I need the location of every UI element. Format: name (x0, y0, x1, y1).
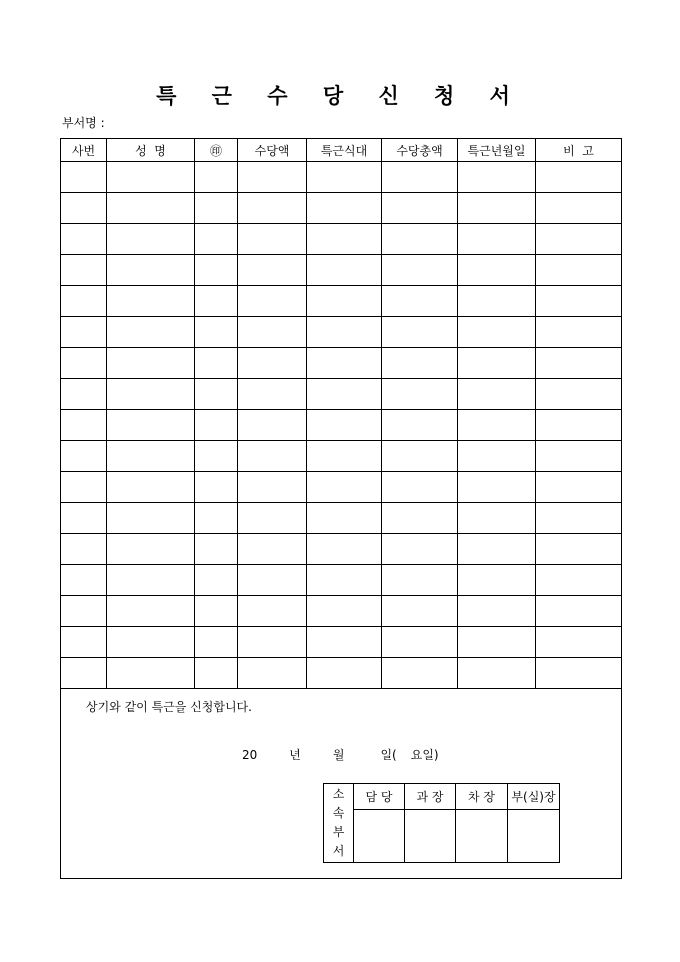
seal-cell[interactable] (195, 348, 238, 379)
name-cell[interactable] (107, 193, 195, 224)
allowance-cell[interactable] (238, 255, 307, 286)
approval-side-label (324, 784, 354, 863)
name-cell[interactable] (107, 441, 195, 472)
table-row (61, 224, 622, 255)
seal-cell[interactable] (195, 162, 238, 193)
total-allowance-cell[interactable] (382, 162, 458, 193)
overtime-date-cell[interactable] (458, 286, 536, 317)
meal-cost-cell[interactable] (307, 627, 382, 658)
table-row (61, 596, 622, 627)
allowance-cell[interactable] (238, 596, 307, 627)
side-char: 부 (332, 825, 345, 839)
employee-id-cell[interactable] (61, 627, 107, 658)
meal-cost-cell[interactable] (307, 658, 382, 689)
total-allowance-cell[interactable] (382, 441, 458, 472)
approval-table (323, 783, 560, 863)
approval-sign-deputy[interactable] (456, 810, 508, 863)
meal-cost-cell[interactable] (307, 348, 382, 379)
overtime-date-cell[interactable] (458, 193, 536, 224)
table-row (61, 627, 622, 658)
meal-cost-cell[interactable] (307, 441, 382, 472)
employee-id-cell[interactable] (61, 348, 107, 379)
approval-header-staff: 담 당 (354, 784, 405, 810)
request-statement: 상기와 같이 특근을 신청합니다. (86, 700, 252, 714)
name-cell[interactable] (107, 224, 195, 255)
total-allowance-cell[interactable] (382, 596, 458, 627)
remarks-cell[interactable] (536, 503, 622, 534)
allowance-cell[interactable] (238, 286, 307, 317)
employee-id-cell[interactable] (61, 658, 107, 689)
allowance-cell[interactable] (238, 379, 307, 410)
header-total-allowance: 수당총액 (382, 139, 458, 162)
seal-cell[interactable] (195, 534, 238, 565)
date-month: 월 (332, 748, 345, 762)
seal-cell[interactable] (195, 627, 238, 658)
employee-id-cell[interactable] (61, 255, 107, 286)
remarks-cell[interactable] (536, 658, 622, 689)
overtime-table (60, 138, 622, 689)
name-cell[interactable] (107, 565, 195, 596)
header-allowance: 수당액 (238, 139, 307, 162)
table-row (61, 379, 622, 410)
table-row (61, 503, 622, 534)
approval-sign-section-chief[interactable] (405, 810, 456, 863)
approval-header-director: 부(실)장 (508, 784, 560, 810)
remarks-cell[interactable] (536, 596, 622, 627)
seal-cell[interactable] (195, 658, 238, 689)
remarks-cell[interactable] (536, 472, 622, 503)
seal-cell[interactable] (195, 193, 238, 224)
header-seal: ㊞ (195, 139, 238, 162)
header-employee-id: 사번 (61, 139, 107, 162)
table-row (61, 565, 622, 596)
total-allowance-cell[interactable] (382, 286, 458, 317)
side-char: 속 (332, 806, 345, 820)
overtime-date-cell[interactable] (458, 627, 536, 658)
remarks-cell[interactable] (536, 224, 622, 255)
remarks-cell[interactable] (536, 162, 622, 193)
name-cell[interactable] (107, 317, 195, 348)
table-row (61, 162, 622, 193)
remarks-cell[interactable] (536, 193, 622, 224)
table-row (61, 193, 622, 224)
department-label: 부서명 : (62, 116, 105, 130)
remarks-cell[interactable] (536, 286, 622, 317)
remarks-cell[interactable] (536, 348, 622, 379)
total-allowance-cell[interactable] (382, 348, 458, 379)
seal-cell[interactable] (195, 379, 238, 410)
total-allowance-cell[interactable] (382, 410, 458, 441)
header-meal-cost: 특근식대 (307, 139, 382, 162)
meal-cost-cell[interactable] (307, 193, 382, 224)
date-weekday: 요일) (410, 748, 439, 762)
employee-id-cell[interactable] (61, 441, 107, 472)
allowance-cell[interactable] (238, 503, 307, 534)
meal-cost-cell[interactable] (307, 534, 382, 565)
employee-id-cell[interactable] (61, 224, 107, 255)
table-row (61, 348, 622, 379)
approval-header-deputy: 차 장 (456, 784, 508, 810)
remarks-cell[interactable] (536, 627, 622, 658)
seal-cell[interactable] (195, 565, 238, 596)
table-row (61, 472, 622, 503)
table-row (61, 255, 622, 286)
overtime-date-cell[interactable] (458, 348, 536, 379)
employee-id-cell[interactable] (61, 565, 107, 596)
name-cell[interactable] (107, 472, 195, 503)
remarks-cell[interactable] (536, 534, 622, 565)
meal-cost-cell[interactable] (307, 286, 382, 317)
overtime-date-cell[interactable] (458, 317, 536, 348)
header-overtime-date: 특근년월일 (458, 139, 536, 162)
side-char: 소 (332, 787, 345, 801)
total-allowance-cell[interactable] (382, 472, 458, 503)
side-char: 서 (332, 844, 345, 858)
table-row (61, 658, 622, 689)
table-row (61, 410, 622, 441)
overtime-date-cell[interactable] (458, 379, 536, 410)
date-prefix: 20 (242, 748, 258, 762)
table-row (61, 317, 622, 348)
overtime-date-cell[interactable] (458, 503, 536, 534)
name-cell[interactable] (107, 348, 195, 379)
seal-cell[interactable] (195, 410, 238, 441)
total-allowance-cell[interactable] (382, 503, 458, 534)
total-allowance-cell[interactable] (382, 317, 458, 348)
name-cell[interactable] (107, 658, 195, 689)
allowance-cell[interactable] (238, 441, 307, 472)
total-allowance-cell[interactable] (382, 379, 458, 410)
remarks-cell[interactable] (536, 379, 622, 410)
overtime-date-cell[interactable] (458, 255, 536, 286)
allowance-cell[interactable] (238, 534, 307, 565)
seal-cell[interactable] (195, 472, 238, 503)
meal-cost-cell[interactable] (307, 317, 382, 348)
date-line (242, 746, 439, 763)
name-cell[interactable] (107, 596, 195, 627)
total-allowance-cell[interactable] (382, 565, 458, 596)
employee-id-cell[interactable] (61, 193, 107, 224)
allowance-cell[interactable] (238, 162, 307, 193)
header-name: 성 명 (107, 139, 195, 162)
approval-header-section-chief: 과 장 (405, 784, 456, 810)
meal-cost-cell[interactable] (307, 503, 382, 534)
allowance-cell[interactable] (238, 193, 307, 224)
name-cell[interactable] (107, 286, 195, 317)
remarks-cell[interactable] (536, 255, 622, 286)
overtime-date-cell[interactable] (458, 534, 536, 565)
approval-sign-director[interactable] (508, 810, 560, 863)
meal-cost-cell[interactable] (307, 472, 382, 503)
overtime-date-cell[interactable] (458, 596, 536, 627)
employee-id-cell[interactable] (61, 410, 107, 441)
date-day: 일( (380, 748, 397, 762)
employee-id-cell[interactable] (61, 534, 107, 565)
overtime-date-cell[interactable] (458, 565, 536, 596)
allowance-cell[interactable] (238, 565, 307, 596)
employee-id-cell[interactable] (61, 317, 107, 348)
total-allowance-cell[interactable] (382, 224, 458, 255)
seal-cell[interactable] (195, 255, 238, 286)
meal-cost-cell[interactable] (307, 379, 382, 410)
remarks-cell[interactable] (536, 410, 622, 441)
approval-sign-staff[interactable] (354, 810, 405, 863)
date-year: 년 (289, 748, 301, 762)
total-allowance-cell[interactable] (382, 627, 458, 658)
seal-cell[interactable] (195, 286, 238, 317)
employee-id-cell[interactable] (61, 472, 107, 503)
employee-id-cell[interactable] (61, 596, 107, 627)
allowance-cell[interactable] (238, 348, 307, 379)
total-allowance-cell[interactable] (382, 658, 458, 689)
allowance-cell[interactable] (238, 658, 307, 689)
overtime-date-cell[interactable] (458, 162, 536, 193)
name-cell[interactable] (107, 534, 195, 565)
seal-cell[interactable] (195, 317, 238, 348)
overtime-date-cell[interactable] (458, 441, 536, 472)
seal-cell[interactable] (195, 596, 238, 627)
table-row (61, 534, 622, 565)
meal-cost-cell[interactable] (307, 565, 382, 596)
allowance-cell[interactable] (238, 627, 307, 658)
name-cell[interactable] (107, 627, 195, 658)
table-row (61, 286, 622, 317)
employee-id-cell[interactable] (61, 503, 107, 534)
meal-cost-cell[interactable] (307, 410, 382, 441)
total-allowance-cell[interactable] (382, 255, 458, 286)
overtime-date-cell[interactable] (458, 472, 536, 503)
seal-cell[interactable] (195, 503, 238, 534)
total-allowance-cell[interactable] (382, 193, 458, 224)
total-allowance-cell[interactable] (382, 534, 458, 565)
overtime-date-cell[interactable] (458, 410, 536, 441)
seal-cell[interactable] (195, 441, 238, 472)
remarks-cell[interactable] (536, 565, 622, 596)
form-title: 특 근 수 당 신 청 서 (156, 84, 524, 108)
allowance-cell[interactable] (238, 472, 307, 503)
employee-id-cell[interactable] (61, 379, 107, 410)
name-cell[interactable] (107, 503, 195, 534)
table-header-row (61, 139, 622, 162)
meal-cost-cell[interactable] (307, 596, 382, 627)
remarks-cell[interactable] (536, 441, 622, 472)
overtime-date-cell[interactable] (458, 224, 536, 255)
header-remarks: 비 고 (536, 139, 622, 162)
remarks-cell[interactable] (536, 317, 622, 348)
overtime-date-cell[interactable] (458, 658, 536, 689)
name-cell[interactable] (107, 162, 195, 193)
name-cell[interactable] (107, 379, 195, 410)
meal-cost-cell[interactable] (307, 162, 382, 193)
name-cell[interactable] (107, 410, 195, 441)
allowance-cell[interactable] (238, 317, 307, 348)
meal-cost-cell[interactable] (307, 224, 382, 255)
seal-cell[interactable] (195, 224, 238, 255)
employee-id-cell[interactable] (61, 286, 107, 317)
table-row (61, 441, 622, 472)
employee-id-cell[interactable] (61, 162, 107, 193)
allowance-cell[interactable] (238, 224, 307, 255)
allowance-cell[interactable] (238, 410, 307, 441)
name-cell[interactable] (107, 255, 195, 286)
meal-cost-cell[interactable] (307, 255, 382, 286)
